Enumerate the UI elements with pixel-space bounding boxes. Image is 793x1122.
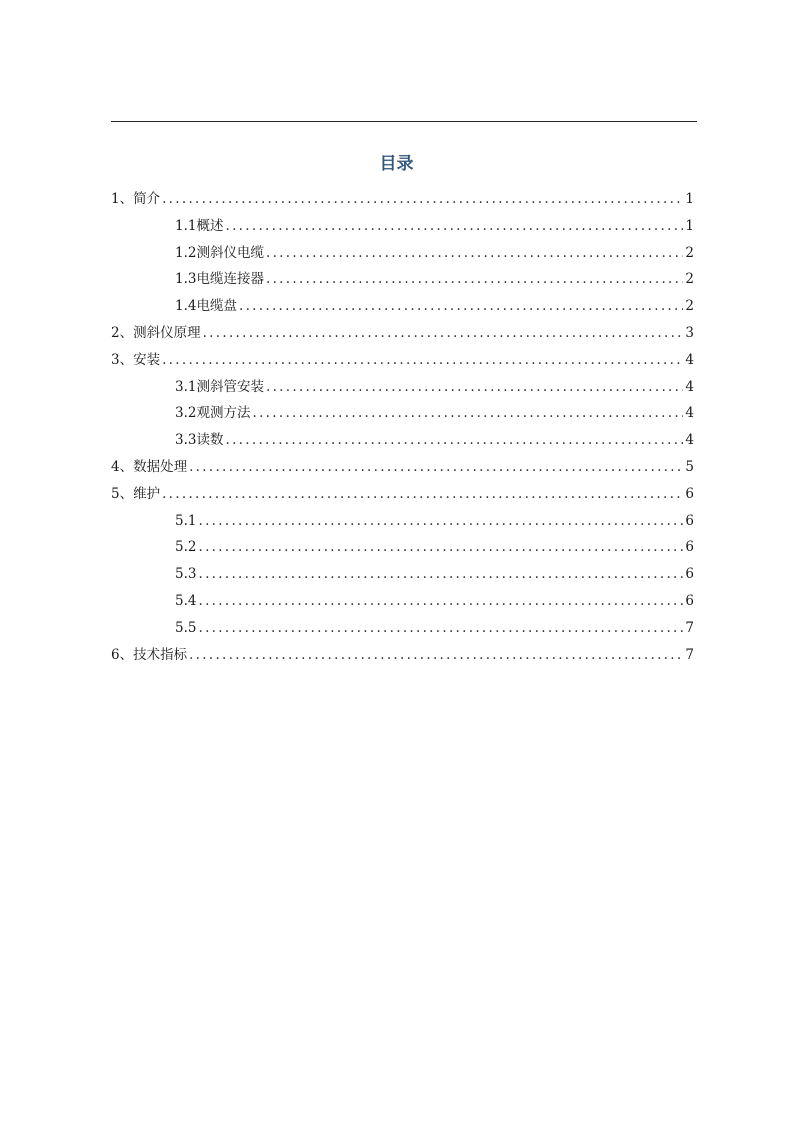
toc-entry-label: 5.1 xyxy=(175,512,197,529)
toc-entry-3-3[interactable] xyxy=(111,427,694,454)
toc-entry-label: 3.3读数 xyxy=(175,432,224,449)
toc-entry-5-5[interactable] xyxy=(111,615,694,642)
toc-entry-page: 4 xyxy=(685,351,694,368)
toc-entry-label: 1.2测斜仪电缆 xyxy=(175,244,264,261)
toc-entry-page: 6 xyxy=(685,539,694,556)
toc-list xyxy=(111,186,694,668)
toc-entry-page: 2 xyxy=(685,244,694,261)
toc-entry-page: 7 xyxy=(685,646,694,663)
toc-entry-label: 5.5 xyxy=(175,619,197,636)
toc-leader-dots xyxy=(198,615,683,642)
toc-leader-dots xyxy=(203,320,684,347)
toc-entry-1-2[interactable] xyxy=(111,240,694,267)
toc-entry-page: 6 xyxy=(685,512,694,529)
toc-entry-3-1[interactable] xyxy=(111,374,694,401)
toc-entry-page: 4 xyxy=(685,432,694,449)
toc-leader-dots xyxy=(225,427,683,454)
toc-entry-5[interactable] xyxy=(111,481,694,508)
toc-entry-page: 5 xyxy=(685,458,694,475)
toc-leader-dots xyxy=(162,186,683,213)
toc-entry-page: 6 xyxy=(685,485,694,502)
toc-entry-page: 6 xyxy=(685,566,694,583)
toc-entry-label: 5.2 xyxy=(175,539,197,556)
toc-entry-label: 5.4 xyxy=(175,592,197,609)
toc-entry-3-2[interactable] xyxy=(111,400,694,427)
toc-title: 目录 xyxy=(379,154,414,174)
toc-leader-dots xyxy=(239,293,683,320)
toc-entry-page: 4 xyxy=(685,378,694,395)
toc-entry-page: 4 xyxy=(685,405,694,422)
toc-leader-dots xyxy=(162,481,683,508)
toc-entry-1-3[interactable] xyxy=(111,266,694,293)
toc-entry-label: 2、测斜仪原理 xyxy=(111,324,201,341)
toc-entry-1[interactable] xyxy=(111,186,694,213)
toc-entry-page: 1 xyxy=(685,191,694,207)
toc-leader-dots xyxy=(189,642,683,669)
toc-leader-dots xyxy=(189,454,683,481)
toc-leader-dots xyxy=(198,561,683,588)
toc-entry-page: 2 xyxy=(685,298,694,315)
toc-entry-2[interactable] xyxy=(111,320,694,347)
toc-entry-5-1[interactable] xyxy=(111,508,694,535)
toc-entry-label: 5、维护 xyxy=(111,485,161,502)
toc-entry-label: 1.1概述 xyxy=(175,217,224,234)
toc-entry-label: 5.3 xyxy=(175,566,197,583)
header-rule xyxy=(111,121,697,122)
toc-entry-label: 1、简介 xyxy=(111,191,161,207)
toc-entry-page: 6 xyxy=(685,592,694,609)
toc-entry-label: 1.4电缆盘 xyxy=(175,298,237,315)
toc-entry-5-2[interactable] xyxy=(111,534,694,561)
toc-leader-dots xyxy=(198,534,683,561)
toc-entry-label: 4、数据处理 xyxy=(111,458,188,475)
toc-entry-1-4[interactable] xyxy=(111,293,694,320)
toc-leader-dots xyxy=(225,213,683,240)
toc-leader-dots xyxy=(266,266,683,293)
toc-leader-dots xyxy=(162,347,683,374)
toc-entry-5-3[interactable] xyxy=(111,561,694,588)
toc-entry-page: 1 xyxy=(685,217,694,234)
toc-entry-label: 6、技术指标 xyxy=(111,646,188,663)
toc-entry-6[interactable] xyxy=(111,642,694,669)
toc-entry-3[interactable] xyxy=(111,347,694,374)
toc-entry-label: 3.2观测方法 xyxy=(175,405,251,422)
toc-entry-4[interactable] xyxy=(111,454,694,481)
toc-entry-page: 2 xyxy=(685,271,694,288)
toc-leader-dots xyxy=(252,400,683,427)
toc-entry-page: 7 xyxy=(685,619,694,636)
toc-leader-dots xyxy=(266,240,683,267)
toc-entry-1-1[interactable] xyxy=(111,213,694,240)
toc-entry-label: 1.3电缆连接器 xyxy=(175,271,264,288)
toc-leader-dots xyxy=(266,374,683,401)
toc-entry-page: 3 xyxy=(685,324,694,341)
toc-entry-label: 3.1测斜管安装 xyxy=(175,378,264,395)
toc-entry-label: 3、安装 xyxy=(111,351,161,368)
toc-leader-dots xyxy=(198,508,683,535)
toc-entry-5-4[interactable] xyxy=(111,588,694,615)
toc-leader-dots xyxy=(198,588,683,615)
